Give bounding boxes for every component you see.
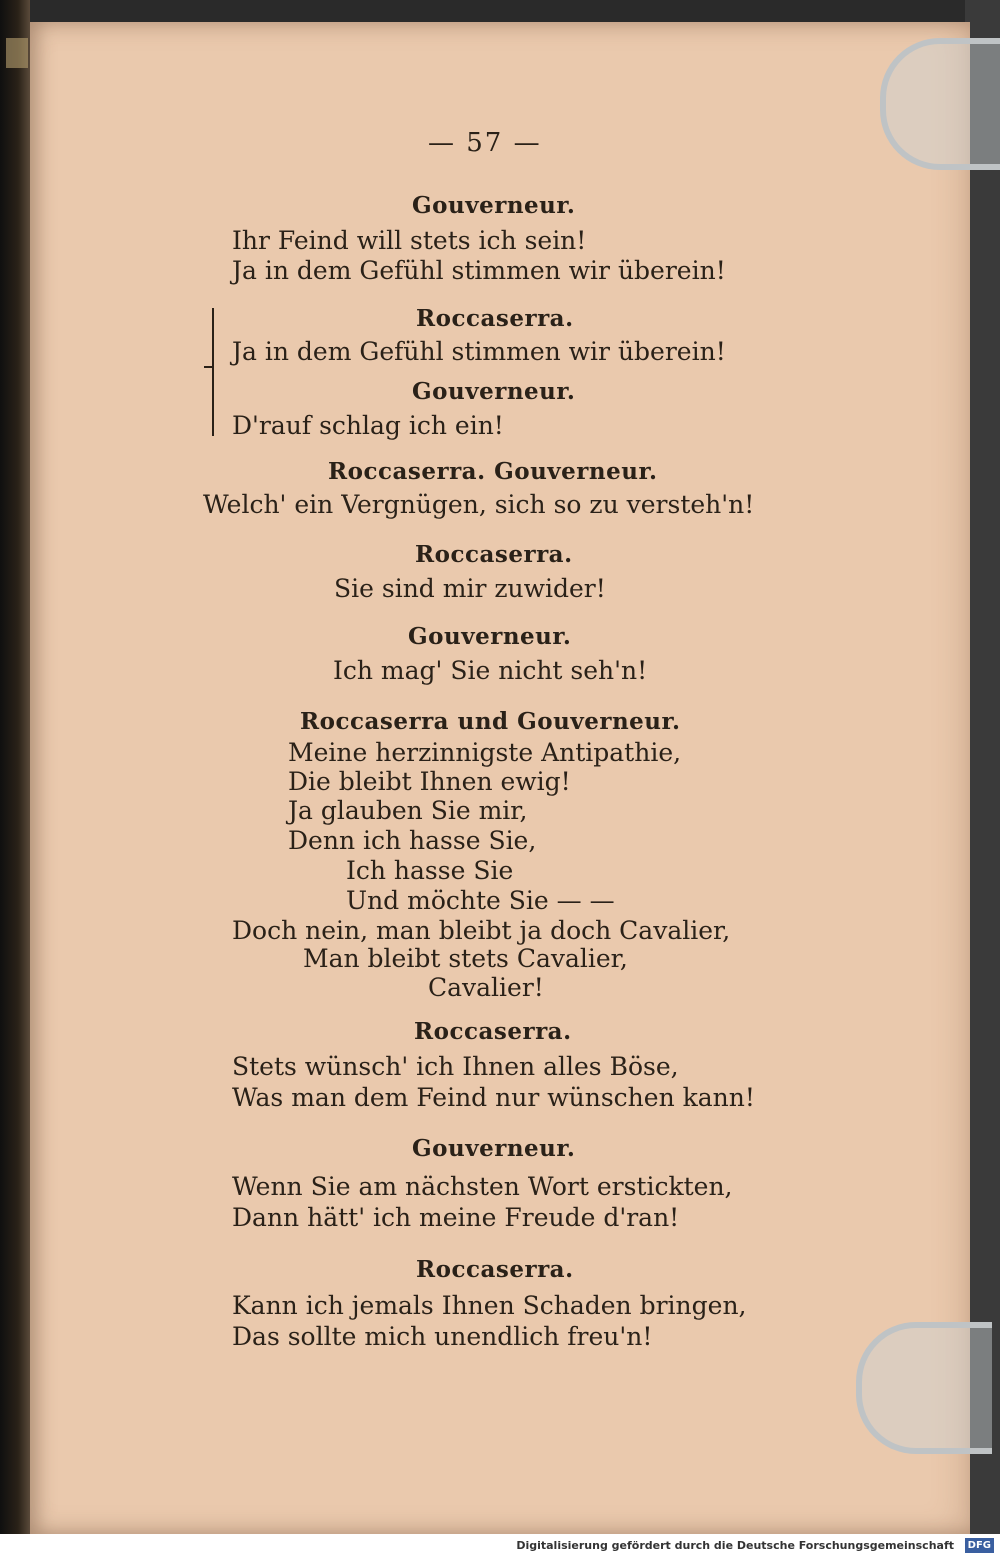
speaker-label: Roccaserra. xyxy=(416,1256,574,1283)
page-clip-bottom xyxy=(856,1322,992,1454)
scan-background xyxy=(965,0,1000,1534)
verse-line: Was man dem Feind nur wünschen kann! xyxy=(232,1083,755,1112)
verse-line: Ihr Feind will stets ich sein! xyxy=(232,226,587,255)
book-spine xyxy=(0,0,30,1534)
verse-line: Kann ich jemals Ihnen Schaden bringen, xyxy=(232,1291,747,1320)
speaker-label: Roccaserra. xyxy=(415,541,573,568)
verse-line: Doch nein, man bleibt ja doch Cavalier, xyxy=(232,916,731,945)
verse-line: Ja in dem Gefühl stimmen wir überein! xyxy=(232,337,726,366)
verse-line: Ich mag' Sie nicht seh'n! xyxy=(333,656,648,685)
page-clip-top xyxy=(880,38,1000,170)
verse-line: Ja glauben Sie mir, xyxy=(288,796,528,825)
verse-line: Und möchte Sie — — xyxy=(346,886,615,915)
dfg-logo: DFG xyxy=(965,1538,994,1553)
footer-bar xyxy=(0,1534,1000,1559)
verse-line: Man bleibt stets Cavalier, xyxy=(303,944,628,973)
speaker-label: Roccaserra. xyxy=(414,1018,572,1045)
speaker-label: Gouverneur. xyxy=(412,1135,576,1162)
verse-line: Denn ich hasse Sie, xyxy=(288,826,537,855)
verse-line: Das sollte mich unendlich freu'n! xyxy=(232,1322,653,1351)
verse-line: Dann hätt' ich meine Freude d'ran! xyxy=(232,1203,680,1232)
verse-line: Welch' ein Vergnügen, sich so zu versteh'n! xyxy=(203,490,755,519)
verse-line: Wenn Sie am nächsten Wort erstickten, xyxy=(232,1172,733,1201)
speaker-label: Roccaserra. xyxy=(416,305,574,332)
speaker-label: Gouverneur. xyxy=(412,378,576,405)
funding-credit: Digitalisierung gefördert durch die Deutsche Forschungsgemeinschaft xyxy=(516,1539,954,1552)
speaker-label: Gouverneur. xyxy=(412,192,576,219)
page-number: — 57 — xyxy=(428,128,542,158)
verse-line: D'rauf schlag ich ein! xyxy=(232,411,504,440)
verse-line: Die bleibt Ihnen ewig! xyxy=(288,767,571,796)
verse-line: Cavalier! xyxy=(428,973,544,1002)
speaker-label: Roccaserra. Gouverneur. xyxy=(328,458,658,485)
verse-line: Ich hasse Sie xyxy=(346,856,514,885)
speaker-label: Roccaserra und Gouverneur. xyxy=(300,708,681,735)
verse-line: Meine herzinnigste Antipathie, xyxy=(288,738,682,767)
simultaneous-brace xyxy=(212,308,224,436)
verse-line: Stets wünsch' ich Ihnen alles Böse, xyxy=(232,1052,679,1081)
speaker-label: Gouverneur. xyxy=(408,623,572,650)
verse-line: Ja in dem Gefühl stimmen wir überein! xyxy=(232,256,726,285)
binding-thread xyxy=(6,38,28,68)
verse-line: Sie sind mir zuwider! xyxy=(334,574,606,603)
